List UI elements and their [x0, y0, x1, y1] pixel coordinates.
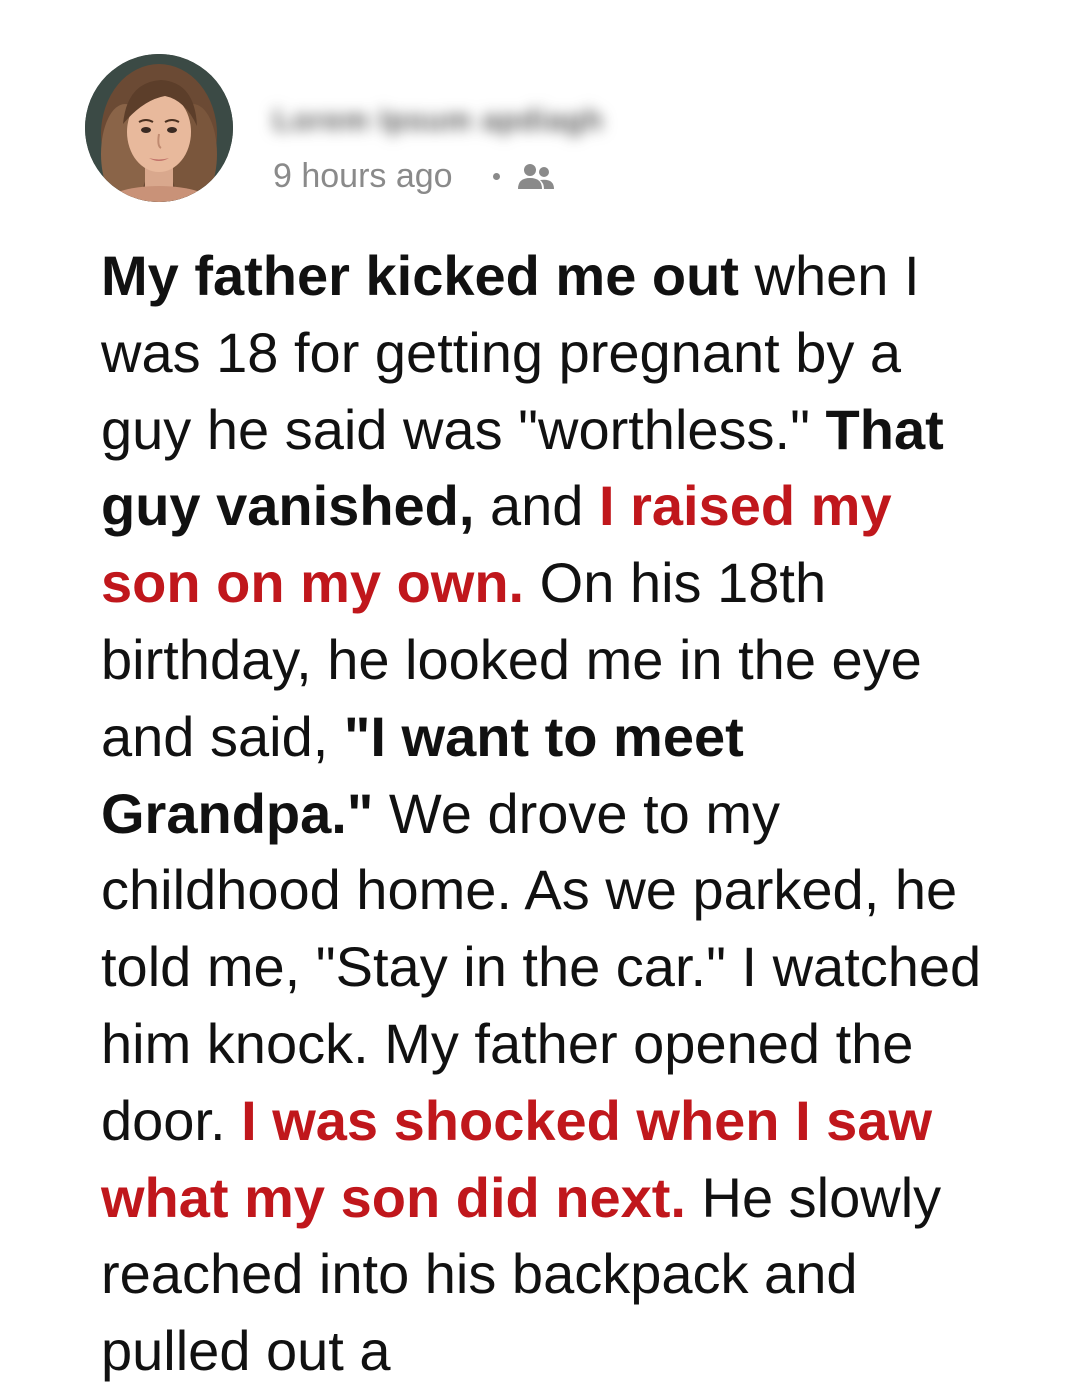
- story-segment-highlight: I raised my son on my own.: [101, 474, 892, 615]
- story-segment: when I was 18 for getting pregnant by a guy he said was "worthless.": [101, 244, 920, 461]
- post-timestamp[interactable]: 9 hours ago: [273, 157, 453, 195]
- story-segment: On his 18th birthday, he looked me in the eye and said,: [101, 551, 922, 768]
- story-segment-bold: "I want to meet Grandpa.": [101, 704, 744, 845]
- avatar[interactable]: [85, 54, 233, 202]
- user-avatar-photo-icon: [85, 54, 233, 202]
- meta-separator-dot: [493, 173, 500, 180]
- story-segment: and: [474, 474, 599, 538]
- story-segment-highlight: I was shocked when I saw what my son did next.: [101, 1088, 933, 1229]
- story-segment-bold: That guy vanished,: [101, 397, 944, 538]
- story-segment: He slowly reached into his backpack and pulled out a: [101, 1165, 942, 1383]
- friends-icon[interactable]: [516, 161, 556, 193]
- author-name[interactable]: Lorem Ipsum apdiagh: [273, 104, 604, 137]
- story-segment-bold: My father kicked me out: [101, 244, 739, 307]
- post-meta: [273, 157, 556, 196]
- story-text: [101, 238, 1001, 1390]
- post-header: [85, 54, 985, 204]
- story-segment: We drove to my childhood home. As we parked, he told me, "Stay in the car." I watched him knock. My father opened the door.: [101, 781, 982, 1152]
